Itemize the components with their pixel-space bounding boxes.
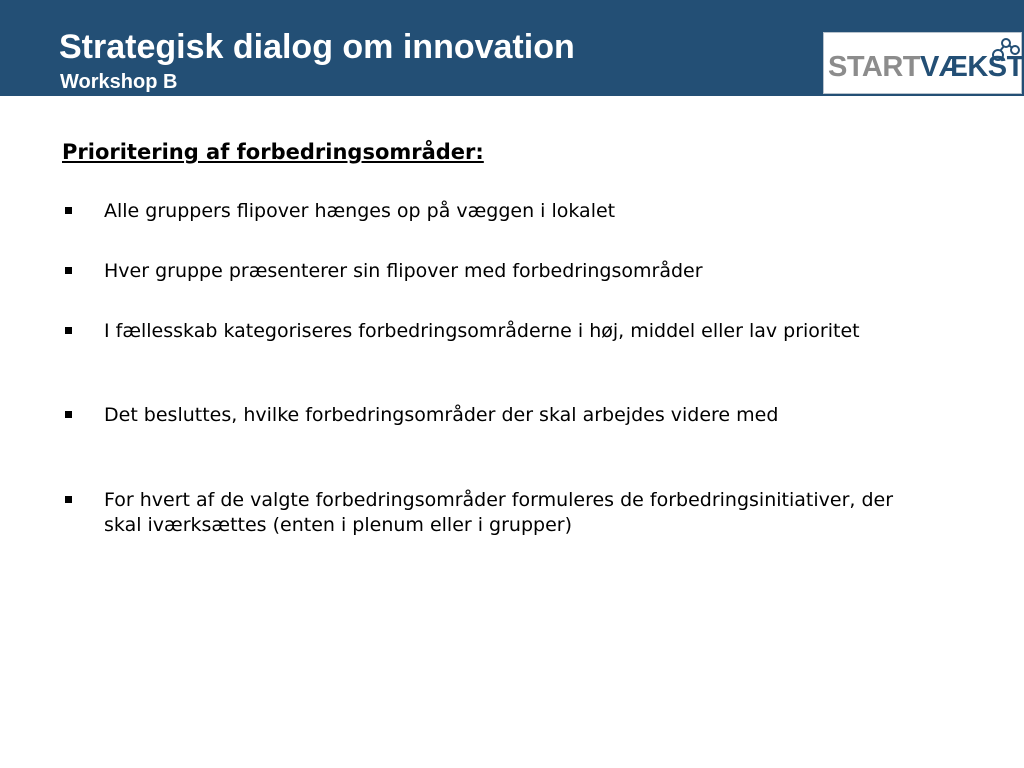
bullet-square-icon: [65, 411, 72, 418]
slide-subtitle: Workshop B: [60, 71, 178, 93]
slide-title: Strategisk dialog om innovation: [59, 28, 575, 66]
bullet-text: For hvert af de valgte forbedringsområder formuleres de forbedringsinitiativer, der skal iværksættes (enten i plenum eller i grupper): [104, 489, 894, 536]
logo-text-vaekst: VÆKST: [920, 51, 1024, 83]
bullet-text: Det besluttes, hvilke forbedringsområder der skal arbejdes videre med: [104, 404, 779, 426]
logo-text-start: START: [828, 51, 921, 83]
startvaekst-logo: [823, 32, 1022, 94]
bullet-square-icon: [65, 267, 72, 274]
logo-bubbles-icon: [989, 35, 1021, 65]
bullet-text: Alle gruppers flipover hænges op på væggen i lokalet: [104, 200, 616, 222]
section-heading: Prioritering af forbedringsområder:: [62, 140, 484, 164]
bullet-text: Hver gruppe præsenterer sin flipover med forbedringsområder: [104, 260, 703, 282]
bullet-square-icon: [65, 327, 72, 334]
header-band: [0, 0, 1024, 96]
bullet-square-icon: [65, 496, 72, 503]
bullet-square-icon: [65, 207, 72, 214]
bullet-text: I fællesskab kategoriseres forbedringsområderne i høj, middel eller lav prioritet: [104, 320, 860, 342]
